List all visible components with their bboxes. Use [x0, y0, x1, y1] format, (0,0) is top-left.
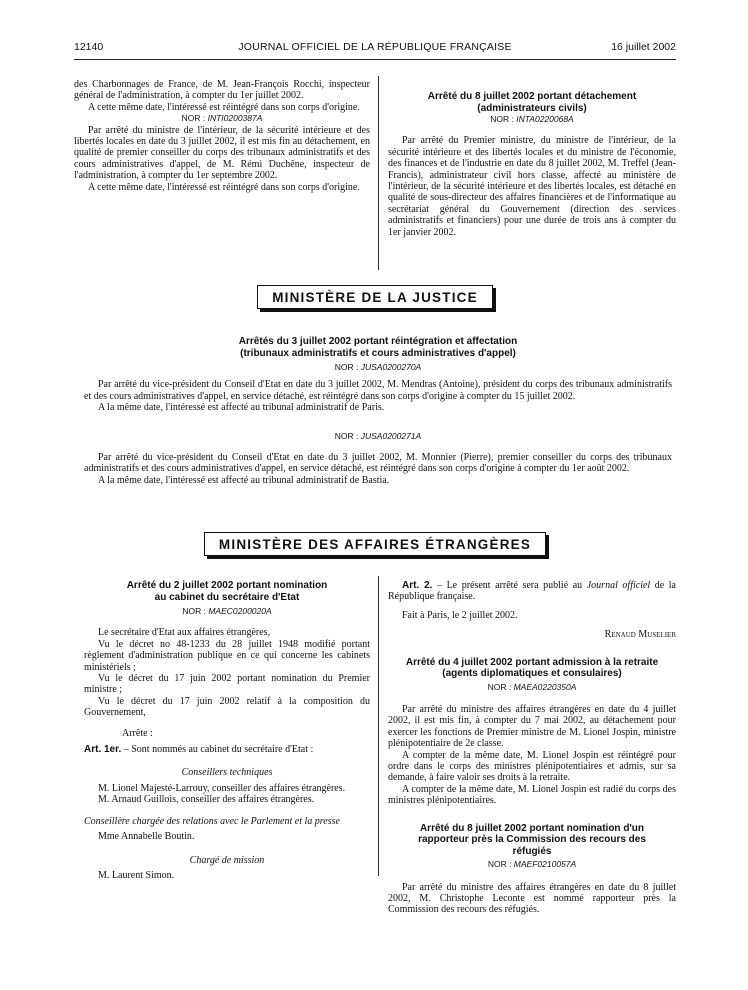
paragraph: Par arrêté du Premier ministre, du ministre de l'intérieur, de la sécurité intérieure et des libertés locales et du ministre de l'économie, des finances et de l'industrie en date du 8 juillet 2002, M. Treffel (Jean-Francis), administrateur civil hors classe, affecté au ministère de l'intérieur, de la sécurité intérieure et des libertés locales, est détaché en qualité de sous-directeur des affaires financières et de l'informatique au secrétariat général du Gouvernement (direction des services administratifs et financiers) pour une durée de trois ans à compter du 1er janvier 2002. — [388, 135, 676, 238]
title-line: rapporteur près la Commission des recours des — [418, 834, 646, 846]
issue-date: 16 juillet 2002 — [611, 41, 676, 53]
nor-label: NOR : — [181, 113, 208, 124]
paragraph: Le secrétaire d'Etat aux affaires étrangères, — [98, 627, 271, 639]
nor-label: NOR : — [490, 114, 517, 124]
appointee: M. Arnaud Guillois, conseiller des affaires étrangères. — [98, 794, 315, 806]
top-right-column — [388, 91, 676, 238]
nor-code: INTI0200387A — [207, 113, 263, 124]
nor-label: NOR : — [182, 606, 209, 616]
nor-reference — [74, 113, 370, 124]
article-text: de la République française. — [388, 580, 676, 603]
nor-code: INTA0220068A — [516, 114, 574, 124]
nor-code: MAEC0200020A — [208, 606, 272, 616]
subheading: Conseillère chargée des relations avec le Parlement et la presse — [84, 815, 340, 827]
title-line: (tribunaux administratifs et cours administratives d'appel) — [240, 347, 516, 359]
article-label: Art. 1er. — [84, 744, 122, 756]
bottom-right-column — [388, 580, 676, 916]
nor-reference — [388, 682, 676, 693]
paragraph: A cette même date, l'intéressé est réintégré dans son corps d'origine. — [88, 101, 360, 113]
paragraph: Par arrêté du vice-président du Conseil d'Etat en date du 3 juillet 2002, M. Monnier (Pierre), premier conseiller du corps des tribunaux administratifs et des cours administratives d'appel, en service détaché, est réintégré dans son corps d'origine à compter du 1er août 2002. — [84, 452, 672, 475]
nor-label: NOR : — [334, 430, 361, 441]
paragraph: A compter de la même date, M. Lionel Jospin est réintégré pour ordre dans le corps des ministres plénipotentiaires et admis, sur sa demande, à faire valoir ses droits à la retraite. — [388, 749, 676, 784]
top-left-column — [74, 79, 370, 193]
ministry-banner-justice — [257, 285, 493, 309]
paragraph: A la même date, l'intéressé est affecté au tribunal administratif de Paris. — [98, 402, 385, 414]
journal-officiel-text: Journal officiel — [586, 580, 651, 591]
title-line: (administrateurs civils) — [477, 102, 587, 114]
nor-reference — [84, 606, 370, 617]
title-line: Arrêté du 2 juillet 2002 portant nomination — [126, 580, 328, 591]
decree-title — [388, 823, 676, 858]
justice-section — [84, 336, 672, 486]
title-line: au cabinet du secrétaire d'Etat — [154, 591, 300, 603]
title-line: Arrêté du 8 juillet 2002 portant détachement — [427, 91, 637, 102]
paragraph: Par arrêté du ministre des affaires étrangères en date du 8 juillet 2002, M. Christophe Leconte est nommé rapporteur près la Commission des recours des réfugiés. — [388, 881, 676, 916]
title-line: Arrêtés du 3 juillet 2002 portant réintégration et affectation — [238, 336, 518, 347]
appointee: Mme Annabelle Boutin. — [98, 831, 195, 843]
decree-title — [84, 336, 672, 359]
decree-title — [388, 657, 676, 680]
article-text: – Le présent arrêté sera publié au — [432, 580, 587, 591]
paragraph: A la même date, l'intéressé est affecté au tribunal administratif de Bastia. — [98, 474, 390, 486]
page-header — [74, 41, 676, 55]
paragraph: Par arrêté du vice-président du Conseil d'Etat en date du 3 juillet 2002, M. Mendras (Antoine), président du corps des tribunaux administratifs et des cours administratives d'appel, en service détaché, est réintégré dans son corps d'origine à compter du 15 juillet 2002. — [84, 379, 672, 402]
paragraph: Vu le décret no 48-1233 du 28 juillet 1948 modifié portant règlement d'administration publique en ce qui concerne les cabinets ministériels ; — [84, 638, 370, 673]
appointee: M. Lionel Majesté-Larrouy, conseiller des affaires étrangères. — [98, 782, 346, 794]
nor-code: MAEA0220350A — [513, 681, 577, 692]
ministry-title: MINISTÈRE DE LA JUSTICE — [272, 289, 478, 305]
appointee: M. Laurent Simon. — [98, 869, 175, 881]
fait-a-paris: Fait à Paris, le 2 juillet 2002. — [402, 609, 518, 621]
paragraph: Vu le décret du 17 juin 2002 portant nomination du Premier ministre ; — [84, 673, 370, 696]
article-1 — [84, 744, 370, 755]
journal-title: JOURNAL OFFICIEL DE LA RÉPUBLIQUE FRANÇAISE — [238, 41, 512, 53]
nor-code: MAEF0210057A — [513, 859, 577, 870]
decree-title — [84, 580, 370, 603]
arrete-label: Arrête : — [122, 727, 153, 739]
article-text: – Sont nommés au cabinet du secrétaire d'Etat : — [121, 744, 314, 756]
title-line: Arrêté du 4 juillet 2002 portant admission à la retraite — [405, 656, 659, 668]
article-label: Art. 2. — [402, 580, 433, 591]
subheading: Conseillers techniques — [181, 767, 273, 779]
paragraph: Vu le décret du 17 juin 2002 relatif à la composition du Gouvernement, — [84, 695, 370, 719]
nor-reference — [388, 859, 676, 870]
nor-label: NOR : — [334, 362, 361, 372]
ministry-title: MINISTÈRE DES AFFAIRES ÉTRANGÈRES — [218, 536, 532, 552]
paragraph: Par arrêté du ministre de l'intérieur, de la sécurité intérieure et des libertés locales en date du 3 juillet 2002, il est mis fin au détachement, en qualité de premier conseiller du corps des tribunaux administratifs et des cours administratives d'appel, de M. Rémi Duchêne, inspecteur de l'administration, à compter du 1er septembre 2002. — [74, 124, 370, 182]
paragraph: A cette même date, l'intéressé est réintégré dans son corps d'origine. — [88, 181, 360, 193]
title-line: (agents diplomatiques et consulaires) — [442, 668, 622, 680]
header-rule — [74, 59, 676, 60]
nor-reference — [84, 431, 672, 442]
bottom-left-column — [84, 580, 370, 881]
paragraph: A compter de la même date, M. Lionel Jospin est radié du corps des ministres plénipotentiaires. — [388, 783, 676, 807]
nor-label: NOR : — [487, 681, 514, 692]
nor-code: JUSA0200271A — [360, 430, 422, 441]
nor-reference — [84, 362, 672, 373]
nor-label: NOR : — [487, 859, 514, 870]
page-number: 12140 — [74, 41, 104, 53]
paragraph: des Charbonnages de France, de M. Jean-François Rocchi, inspecteur général de l'administration, à compter du 1er juillet 2002. — [74, 79, 370, 102]
title-line: Arrêté du 8 juillet 2002 portant nomination d'un — [419, 822, 645, 834]
paragraph: Par arrêté du ministre des affaires étrangères en date du 4 juillet 2002, il est mis fin, à compter du 7 mai 2002, au détachement pour exercer les fonctions de Premier ministre de M. Lionel Jospin, ministre plénipotentiaire de 2e classe. — [388, 704, 676, 750]
article-2 — [388, 580, 676, 603]
subheading: Chargé de mission — [189, 854, 265, 866]
column-divider — [378, 76, 379, 270]
nor-code: JUSA0200270A — [360, 362, 422, 372]
signature: Renaud Muselier — [604, 629, 676, 641]
nor-reference — [388, 114, 676, 125]
decree-title — [388, 91, 676, 114]
title-line: réfugiés — [512, 845, 552, 857]
column-divider — [378, 576, 379, 876]
ministry-banner-affaires-etrangeres — [204, 532, 546, 556]
